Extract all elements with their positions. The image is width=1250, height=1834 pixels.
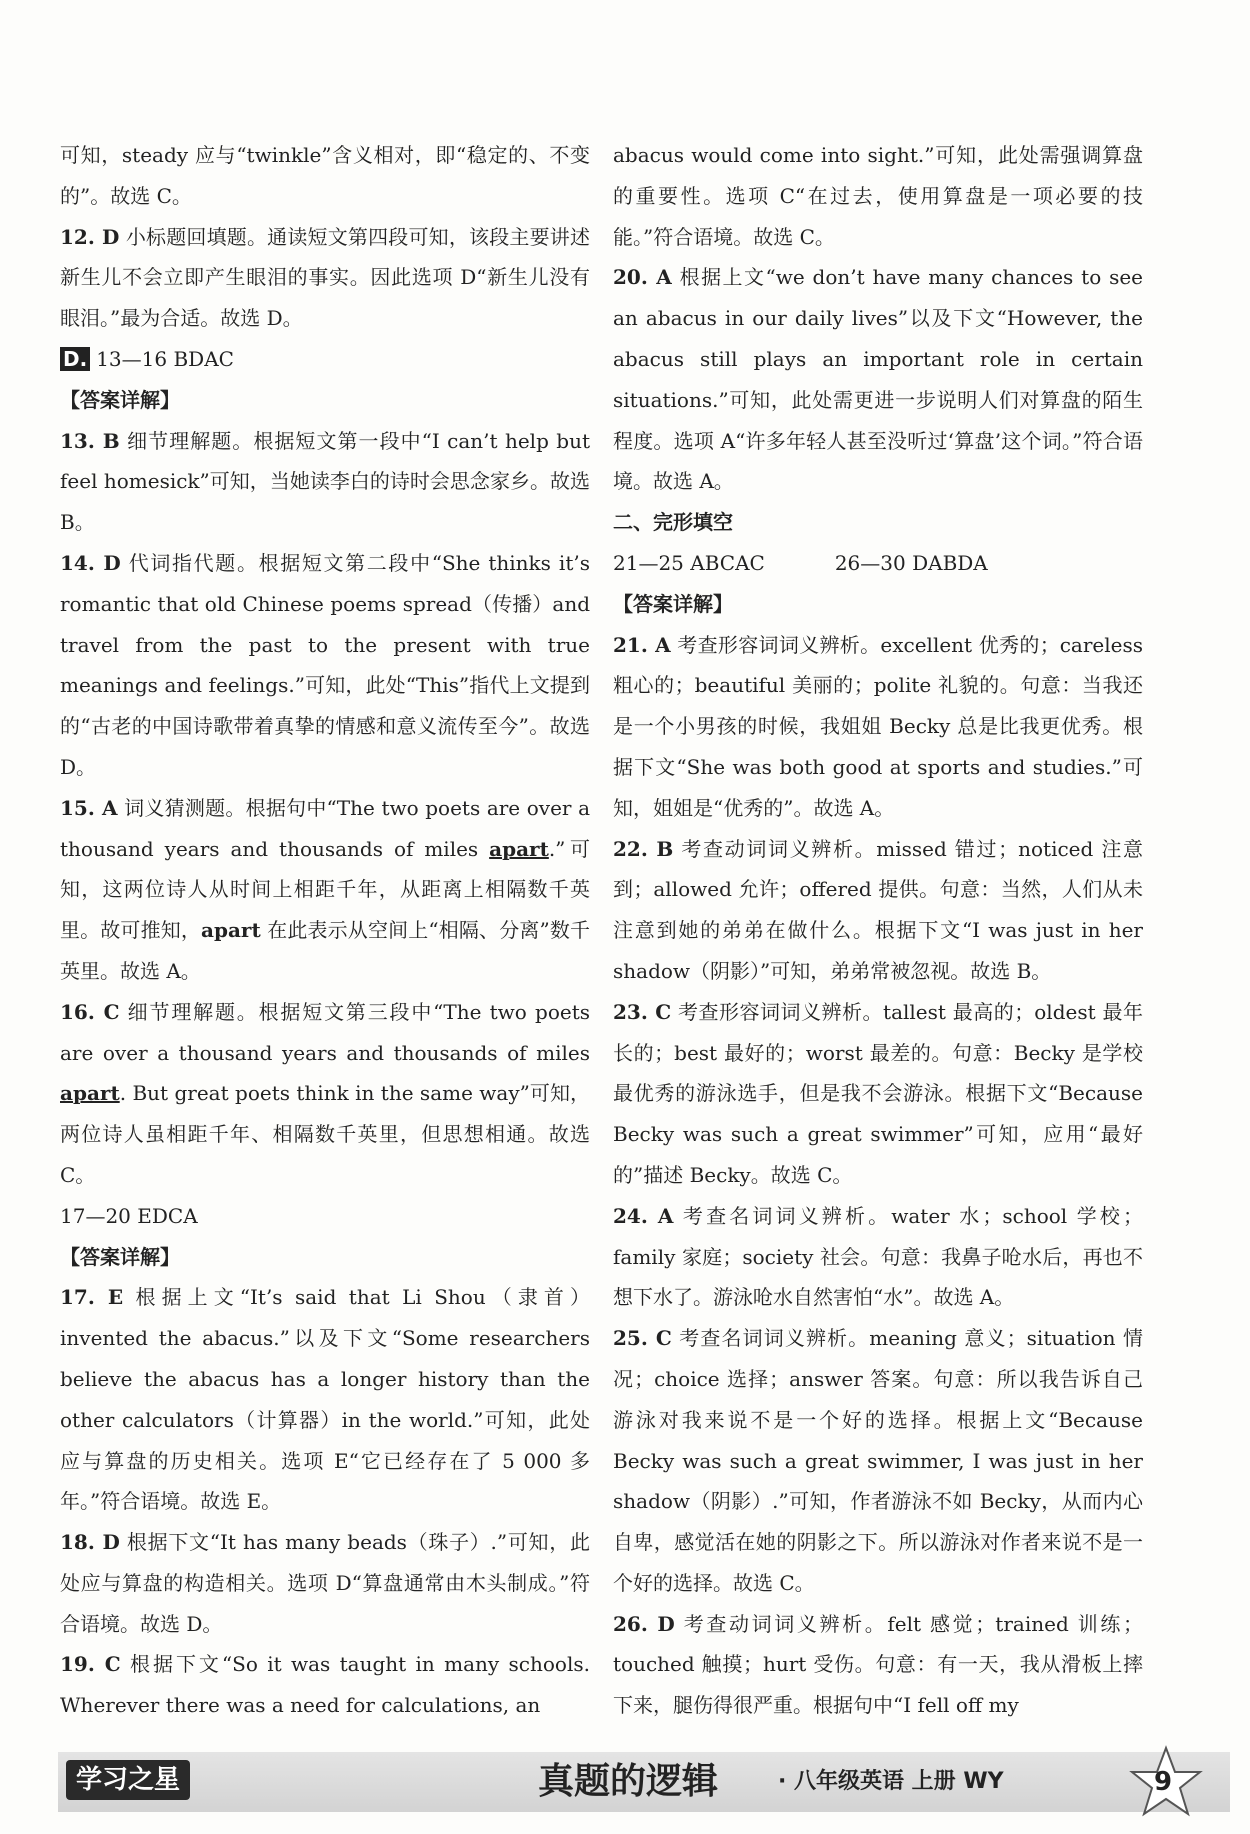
answer-text: 根据下文“So it was taught in many schools. Wherever there was a need for calculations, an — [60, 1652, 590, 1718]
answer-26 — [613, 1604, 1143, 1726]
paragraph: abacus would come into sight.”可知，此处需强调算盘的重要性。选项 C“在过去，使用算盘是一项必要的技能。”符合语境。故选 C。 — [613, 143, 1143, 249]
answer-range-17-20: 17—20 EDCA — [60, 1203, 198, 1228]
answer-22 — [613, 829, 1143, 992]
answer-text: 考查动词词义辨析。missed 错过；noticed 注意到；allowed 允许；offered 提供。句意：当然，人们从未注意到她的弟弟在做什么。根据下文“I was just in her shadow（阴影）”可知，弟弟常被忽视。故选 B。 — [613, 836, 1143, 983]
answer-text: 考查名词词义辨析。meaning 意义；situation 情况；choice 选择；answer 答案。句意：所以我告诉自己游泳对我来说不是一个好的选择。根据上文“Because Becky was such a great swimmer, I was just in her shadow（阴影）.”可知，作者游泳不如 Becky，从而内心自卑，感觉活在她的阴影之下。所以游泳对作者来说不是一个好的选择。故选 C。 — [613, 1326, 1143, 1595]
answer-text: 代词指代题。根据短文第二段中“She thinks it’s romantic that old Chinese poems spread（传播）and travel from the past to the present with true meanings and feelings.”可知，此处“This”指代上文提到的“古老的中国诗歌带着真挚的情感和意义流传至今”。故选 D。 — [60, 550, 590, 779]
question-number: 24. A — [613, 1203, 674, 1228]
question-number: 15. A — [60, 795, 118, 820]
question-number: 13. B — [60, 428, 120, 453]
section-heading: 【答案详解】 — [60, 387, 180, 412]
question-number: 16. C — [60, 999, 120, 1024]
answer-text: 考查动词词义辨析。felt 感觉；trained 训练；touched 触摸；hurt 受伤。句意：有一天，我从滑板上摔下来，腿伤得很严重。根据句中“I fell off my — [613, 1611, 1143, 1718]
answer-text: .”可知，这两位诗人从时间上相距千年，从距离上相隔数千英里。故可推知， — [60, 836, 590, 943]
brand-logo: 学习之星 — [66, 1760, 190, 1800]
answer-23 — [613, 992, 1143, 1196]
answer-ranges-21-30 — [613, 543, 1143, 584]
answer-text: 考查形容词词义辨析。excellent 优秀的；careless 粗心的；beautiful 美丽的；polite 礼貌的。句意：当我还是一个小男孩的时候，我姐姐 Becky 总是比我更优秀。根据下文“She was both good at sports and studies.”可知，姐姐是“优秀的”。故选 A。 — [613, 632, 1143, 820]
answer-18 — [60, 1522, 590, 1644]
answer-17 — [60, 1277, 590, 1522]
question-number: 12. D — [60, 224, 120, 249]
question-number: 14. D — [60, 550, 121, 575]
answer-text: 根据下文“It has many beads（珠子）.”可知，此处应与算盘的构造相关。选项 D“算盘通常由木头制成。”符合语境。故选 D。 — [60, 1530, 590, 1636]
answer-text: 细节理解题。根据短文第一段中“I can’t help but feel homesick”可知，当她读李白的诗时会思念家乡。故选 B。 — [60, 428, 590, 535]
answer-range-13-16 — [60, 339, 590, 380]
question-number: 20. A — [613, 265, 672, 290]
answer-19 — [60, 1644, 590, 1726]
answer-13 — [60, 421, 590, 543]
answer-text: 细节理解题。根据短文第三段中“The two poets are over a thousand years and thousands of miles — [60, 999, 590, 1065]
answer-15 — [60, 788, 590, 992]
part-d-badge: D. — [60, 347, 90, 371]
paragraph — [60, 135, 590, 217]
answer-range: 21—25 ABCAC — [613, 550, 765, 575]
answer-range: 26—30 DABDA — [834, 550, 988, 575]
answer-text: . But great poets think in the same way”可知，两位诗人虽相距千年、相隔数千英里，但思想相通。故选 C。 — [60, 1081, 590, 1187]
answer-text: 考查形容词词义辨析。tallest 最高的；oldest 最年长的；best 最好的；worst 最差的。句意：Becky 是学校最优秀的游泳选手，但是我不会游泳。根据下文“Because Becky was such a great swimmer”可知，应用“最好的”描述 Becky。故选 C。 — [613, 999, 1143, 1187]
answer-text: 根据上文“It’s said that Li Shou（隶首）invented the abacus.”以及下文“Some researchers believe the abacus has a longer history than the other calculators（计算器）in the world.”可知，此处应与算盘的历史相关。选项 E“它已经存在了 5 000 多年。”符合语境。故选 E。 — [60, 1285, 590, 1514]
footer-bar — [58, 1752, 1230, 1812]
answer-range: 13—16 BDAC — [96, 346, 234, 371]
answer-text: 根据上文“we don’t have many chances to see an abacus in our daily lives”以及下文“However, the abacus still plays an important role in certain situations.”可知，此处需更进一步说明人们对算盘的陌生程度。选项 A“许多年轻人甚至没听过‘算盘’这个词。”符合语境。故选 A。 — [613, 265, 1144, 494]
answer-text: 小标题回填题。通读短文第四段可知，该段主要讲述新生儿不会立即产生眼泪的事实。因此选项 D“新生儿没有眼泪。”最为合适。故选 D。 — [60, 224, 590, 331]
section-heading: 【答案详解】 — [613, 591, 733, 616]
paragraph-text: 可知，steady 应与“twinkle”含义相对，即“稳定的、不变的”。故选 C。 — [60, 143, 590, 208]
question-number: 18. D — [60, 1530, 120, 1555]
question-number: 25. C — [613, 1326, 672, 1351]
answer-12 — [60, 217, 590, 339]
question-number: 21. A — [613, 632, 671, 657]
answer-24 — [613, 1196, 1143, 1318]
book-title: 真题的逻辑 — [538, 1761, 719, 1802]
question-number: 23. C — [613, 999, 672, 1024]
page-number: 9 — [1154, 1767, 1173, 1797]
answer-text: 考查名词词义辨析。water 水；school 学校；family 家庭；society 社会。句意：我鼻子呛水后，再也不想下水了。游泳呛水自然害怕“水”。故选 A。 — [613, 1203, 1143, 1310]
right-column — [613, 135, 1143, 1726]
answer-25 — [613, 1318, 1143, 1604]
answer-text: 词义猜测题。根据句中“The two poets are over a thousand years and thousands of miles — [60, 795, 590, 861]
underlined-word: apart — [60, 1081, 120, 1106]
answer-20 — [613, 257, 1143, 502]
question-number: 26. D — [613, 1611, 675, 1636]
answer-21 — [613, 625, 1143, 829]
section-heading: 【答案详解】 — [60, 1244, 180, 1269]
question-number: 19. C — [60, 1652, 121, 1677]
book-subtitle: · 八年级英语 上册 WY — [778, 1769, 1004, 1794]
question-number: 17. E — [60, 1285, 124, 1310]
left-column — [60, 135, 590, 1726]
keyword: apart — [201, 918, 261, 943]
answer-16 — [60, 992, 590, 1196]
section-title: 二、完形填空 — [613, 510, 733, 535]
answer-text: 在此表示从空间上“相隔、分离”数千英里。故选 A。 — [60, 918, 591, 983]
answer-14 — [60, 543, 590, 788]
question-number: 22. B — [613, 836, 674, 861]
underlined-word: apart — [489, 836, 549, 861]
